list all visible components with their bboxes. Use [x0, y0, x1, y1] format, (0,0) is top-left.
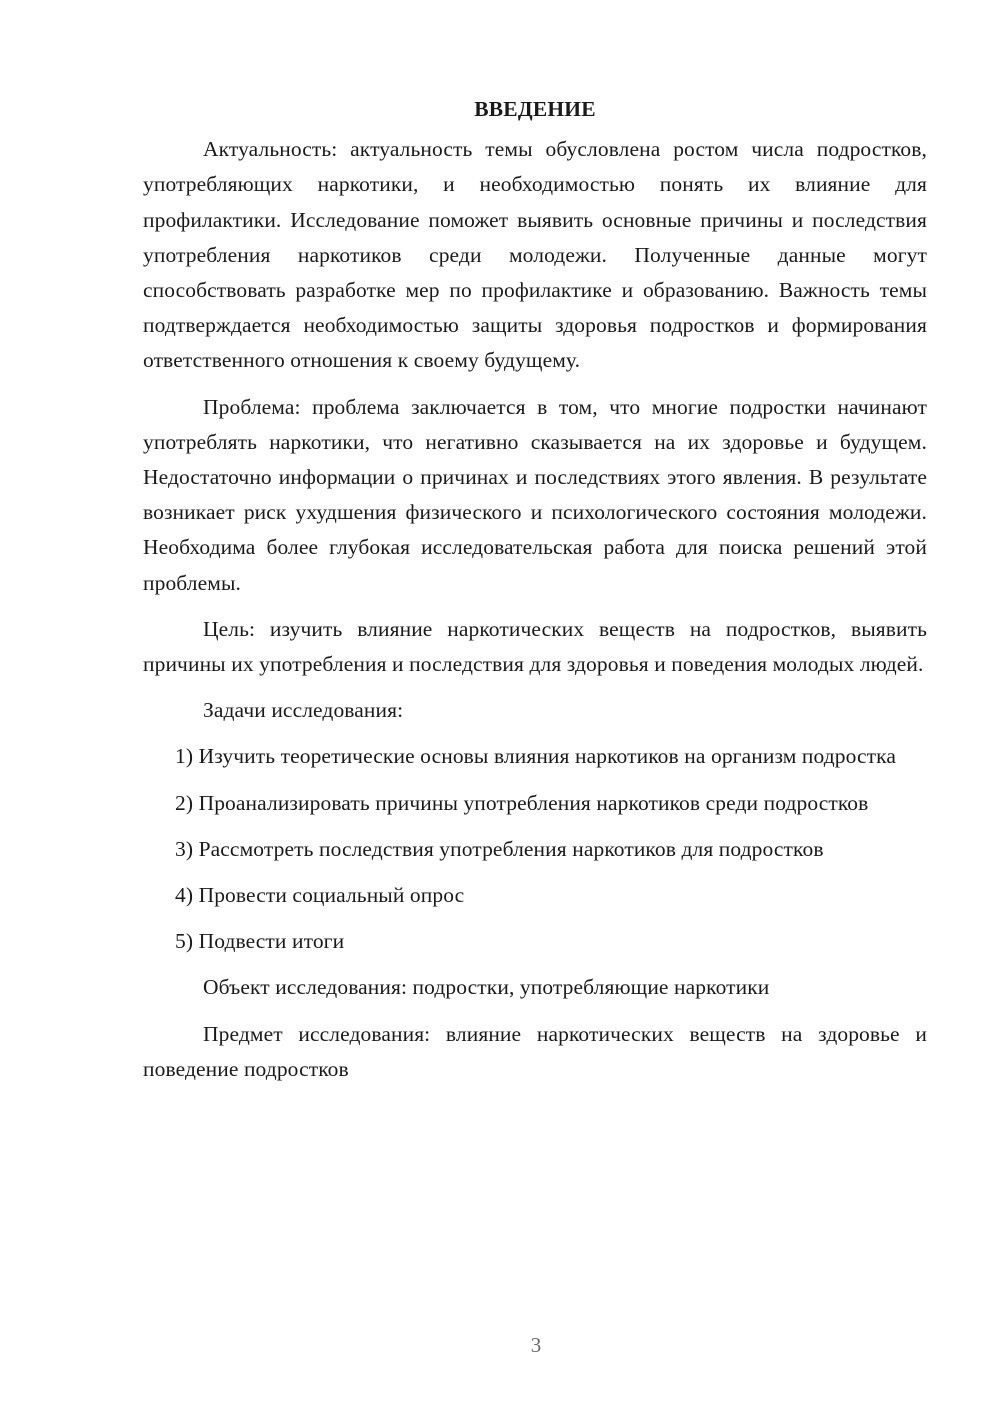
task-item-2: 2) Проанализировать причины употребления наркотиков среди подростков: [175, 790, 869, 815]
subject-paragraph: Предмет исследования: влияние наркотических веществ на здоровье и поведение подростков: [143, 1021, 927, 1081]
tasks-list: [143, 739, 927, 959]
tasks-heading: Задачи исследования:: [203, 698, 404, 723]
page-number: 3: [530, 1333, 542, 1357]
task-item-3: 3) Рассмотреть последствия употребления наркотиков для подростков: [175, 836, 824, 861]
task-item-1: 1) Изучить теоретические основы влияния наркотиков на организм подростка: [175, 744, 897, 769]
task-item-4: 4) Провести социальный опрос: [175, 883, 465, 908]
goal-paragraph: Цель: изучить влияние наркотических веществ на подростков, выявить причины их употребления и последствия для здоровья и поведения молодых людей.: [143, 616, 927, 677]
section-title: ВВЕДЕНИЕ: [474, 97, 596, 121]
problem-paragraph: Проблема: проблема заключается в том, что многие подростки начинают употреблять наркотики, что негативно сказывается на их здоровье и будущем. Недостаточно информации о причинах и последствиях этого явления. В результате возникает риск ухудшения физического и психологического состояния молодежи. Необходима более глубокая исследовательская работа для поиска решений этой проблемы.: [143, 394, 927, 595]
page-body: [143, 92, 927, 1098]
relevance-paragraph: Актуальность: актуальность темы обусловлена ростом числа подростков, употребляющих наркотики, и необходимостью понять их влияние для профилактики. Исследование поможет выявить основные причины и последствия употребления наркотиков среди молодежи. Полученные данные могут способствовать разработке мер по профилактике и образованию. Важность темы подтверждается необходимостью защиты здоровья подростков и формирования ответственного отношения к своему будущему.: [143, 137, 927, 373]
object-paragraph: Объект исследования: подростки, употребляющие наркотики: [203, 975, 770, 1000]
task-item-5: 5) Подвести итоги: [175, 929, 345, 954]
